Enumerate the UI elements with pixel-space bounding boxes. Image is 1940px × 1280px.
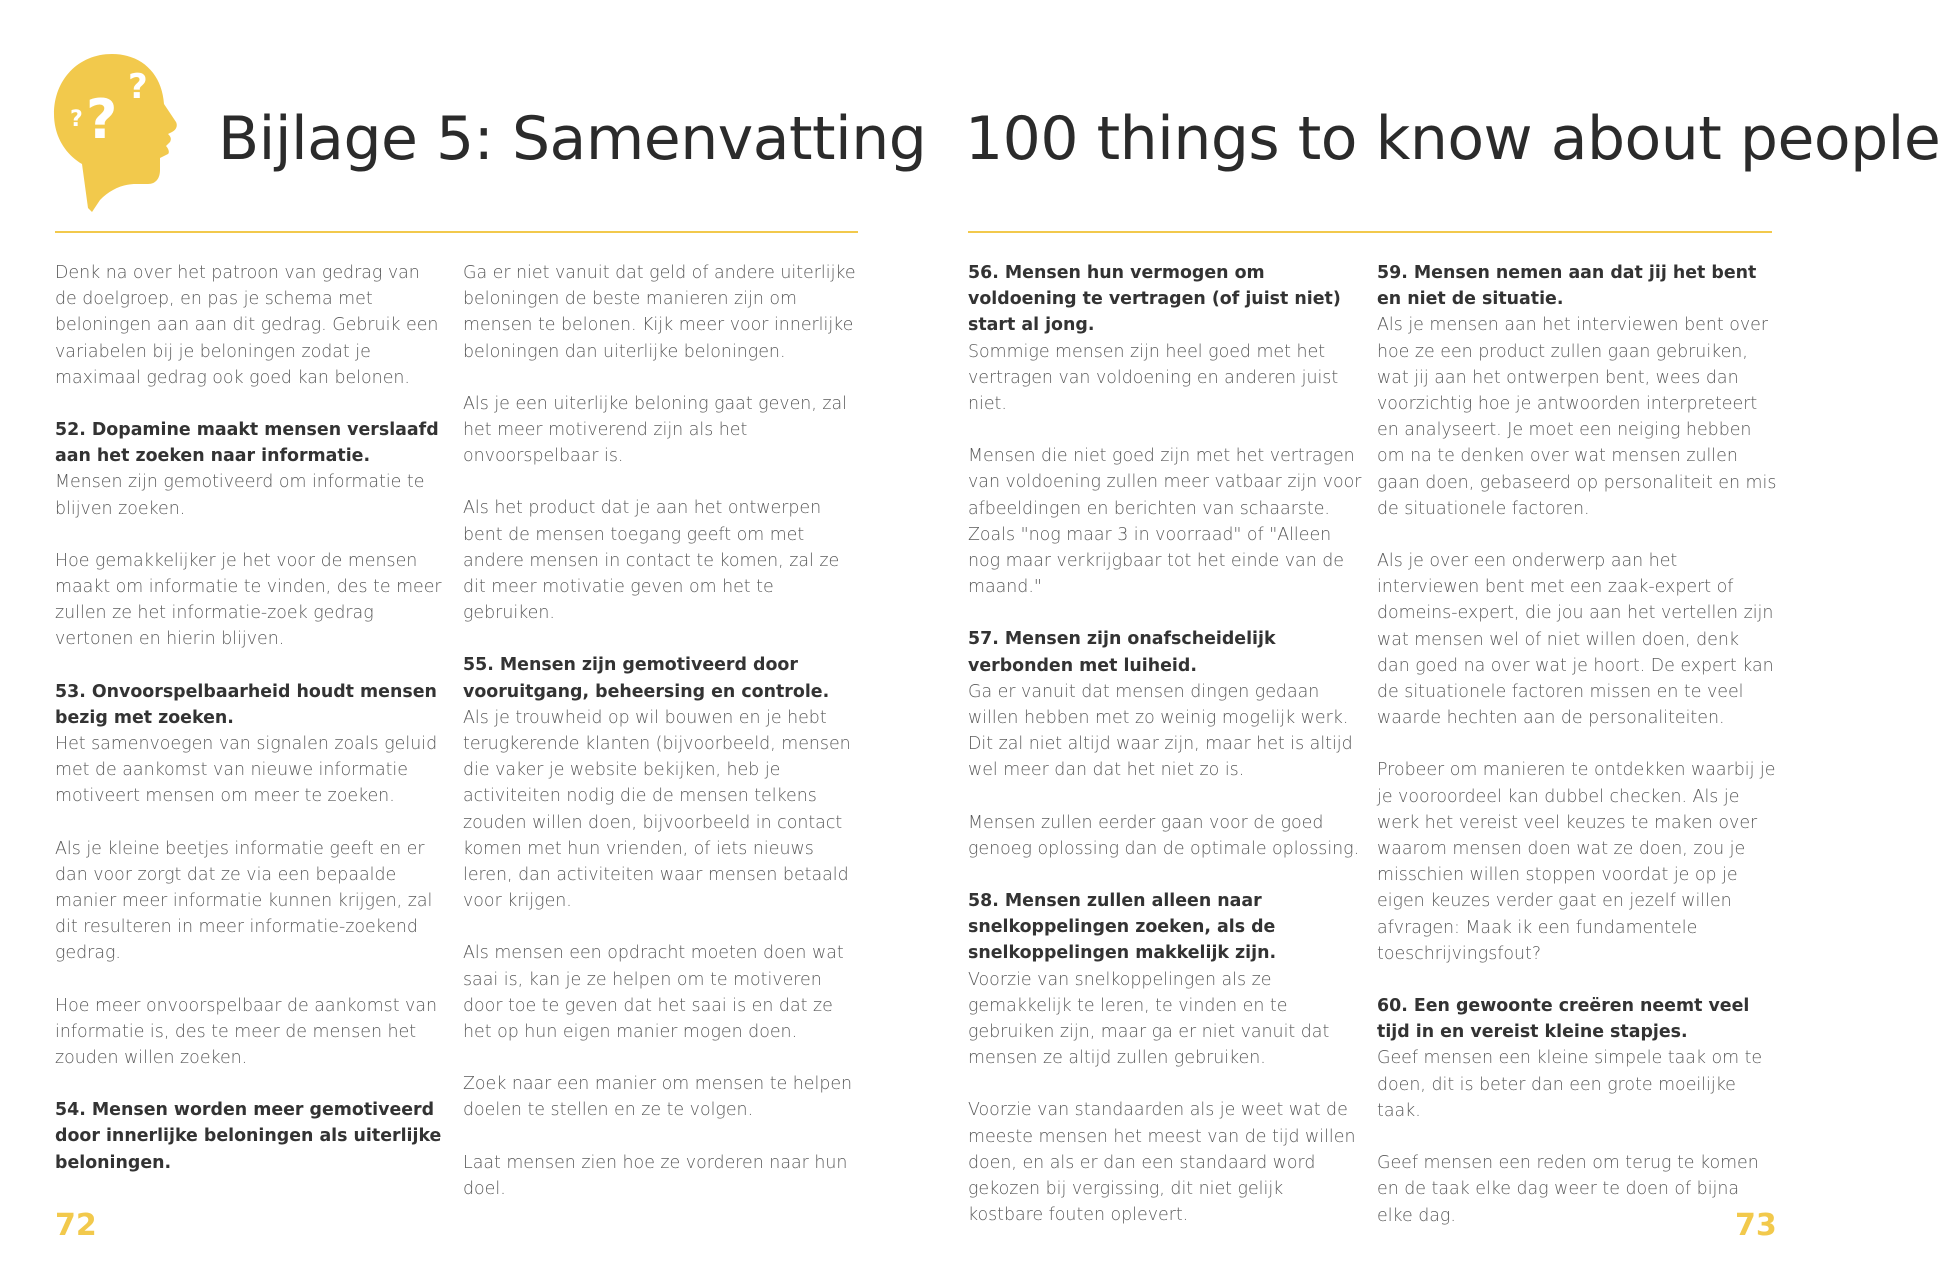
paragraph-text: Zoek naar een manier om mensen te helpen doelen te stellen en ze te volgen. — [463, 1074, 853, 1121]
question-mark-small: ? — [128, 67, 148, 107]
section-paragraph — [463, 652, 863, 914]
section-heading: 60. Een gewoonte creëren neemt veel tijd in en vereist kleine stapjes. — [1377, 996, 1750, 1043]
right-page-title: 100 things to know about people — [965, 104, 1940, 174]
section-heading: 58. Mensen zullen alleen naar snelkoppelingen zoeken, als de snelkoppelingen makkelijk zijn. — [968, 891, 1277, 964]
section-paragraph — [55, 417, 445, 522]
paragraph-text: Probeer om manieren te ontdekken waarbij je je vooroordeel kan dubbel checken. Als je werk het vereist veel keuzes te maken over waarom mensen doen wat ze doen, zou je misschien willen stoppen voordat je op je eigen keuzes verder gaat en jezelf willen afvragen: Maak ik een fundamentele toeschrijvingsfout? — [1377, 760, 1776, 964]
paragraph-text: Ga er niet vanuit dat geld of andere uiterlijke beloningen de beste manieren zijn om mensen te belonen. Kijk meer voor innerlijke beloningen dan uiterlijke beloningen. — [463, 263, 856, 362]
section-paragraph — [968, 626, 1363, 783]
section-heading: 56. Mensen hun vermogen om voldoening te vertragen (of juist niet) start al jong. — [968, 263, 1341, 336]
section-paragraph — [1377, 260, 1777, 522]
text-column-4 — [1377, 260, 1777, 1229]
text-column-2 — [463, 260, 863, 1202]
body-paragraph — [1377, 1150, 1777, 1229]
question-mark-large: ? — [86, 88, 118, 151]
section-paragraph — [1377, 993, 1777, 1124]
paragraph-text: Mensen die niet goed zijn met het vertragen van voldoening zullen meer vatbaar zijn voor afbeeldingen en berichten van schaarste. Zoals "nog maar 3 in voorraad" of "Alleen nog maar verkrijgbaar tot het einde van de maand." — [968, 446, 1362, 598]
section-heading: 52. Dopamine maakt mensen verslaafd aan het zoeken naar informatie. — [55, 420, 439, 467]
paragraph-text: Voorzie van snelkoppelingen als ze gemakkelijk te leren, te vinden en te gebruiken zijn, maar ga er niet vanuit dat mensen ze altijd zullen gebruiken. — [968, 969, 1330, 1069]
left-page-title: Bijlage 5: Samenvatting — [218, 104, 927, 174]
paragraph-text: Geef mensen een kleine simpele taak om te doen, dit is beter dan een grote moeilijke taak. — [1377, 1048, 1763, 1121]
page-number-left: 72 — [55, 1208, 97, 1243]
paragraph-text: Voorzie van standaarden als je weet wat de meeste mensen het meest van de tijd willen doen, en als er dan een standaard word gekozen bij vergissing, dit niet gelijk kostbare fouten oplevert. — [968, 1100, 1356, 1226]
section-heading: 57. Mensen zijn onafscheidelijk verbonden met luiheid. — [968, 629, 1276, 676]
body-paragraph — [55, 836, 445, 967]
right-title-divider — [968, 231, 1772, 233]
body-paragraph — [463, 391, 863, 470]
body-paragraph — [1377, 548, 1777, 731]
left-title-divider — [55, 231, 858, 233]
section-paragraph — [968, 888, 1363, 1071]
body-paragraph — [968, 1097, 1363, 1228]
paragraph-text: Sommige mensen zijn heel goed met het vertragen van voldoening en anderen juist niet. — [968, 341, 1339, 415]
paragraph-text: Hoe meer onvoorspelbaar de aankomst van informatie is, des te meer de mensen het zouden willen zoeken. — [55, 995, 438, 1069]
section-heading: 59. Mensen nemen aan dat jij het bent en niet de situatie. — [1377, 263, 1757, 310]
paragraph-text: Als je trouwheid op wil bouwen en je hebt terugkerende klanten (bijvoorbeeld, mensen die vaker je website bekijken, heb je activiteiten nodig die de mensen telkens zouden willen doen, bijvoorbeeld in contact komen met hun vrienden, of iets nieuws leren, dan activiteiten waar mensen betaald voor krijgen. — [463, 707, 851, 912]
paragraph-text: Als je een uiterlijke beloning gaat geven, zal het meer motiverend zijn als het onvoorspelbaar is. — [463, 393, 847, 467]
paragraph-text: Mensen zullen eerder gaan voor de goed genoeg oplossing dan de optimale oplossing. — [968, 812, 1360, 859]
section-paragraph — [968, 260, 1363, 417]
section-paragraph — [55, 679, 445, 810]
body-paragraph — [968, 810, 1363, 862]
paragraph-text: Het samenvoegen van signalen zoals geluid met de aankomst van nieuwe informatie motiveert mensen om meer te zoeken. — [55, 734, 438, 807]
body-paragraph — [463, 260, 863, 365]
paragraph-text: Hoe gemakkelijker je het voor de mensen maakt om informatie te vinden, des te meer zullen ze het informatie-zoek gedrag vertonen en hierin blijven. — [55, 550, 442, 650]
body-paragraph — [463, 940, 863, 1045]
paragraph-text: Als je over een onderwerp aan het interviewen bent met een zaak-expert of domeins-expert, die jou aan het vertellen zijn wat mensen wel of niet willen doen, denk dan goed na over wat je hoort. De expert kan de situationele factoren missen en te veel waarde hechten aan de personaliteiten. — [1377, 551, 1774, 729]
section-paragraph — [55, 1097, 445, 1176]
paragraph-text: Geef mensen een reden om terug te komen en de taak elke dag weer te doen of bijna elke dag. — [1377, 1153, 1759, 1226]
paragraph-text: Als je kleine beetjes informatie geeft en er dan voor zorgt dat ze via een bepaalde manier meer informatie kunnen krijgen, zal dit resulteren in meer informatie-zoekend gedrag. — [55, 838, 433, 964]
section-heading: 54. Mensen worden meer gemotiveerd door innerlijke beloningen als uiterlijke beloningen. — [55, 1100, 442, 1173]
body-paragraph — [463, 1150, 863, 1202]
paragraph-text: Als je mensen aan het interviewen bent over hoe ze een product zullen gaan gebruiken, wat jij aan het ontwerpen bent, wees dan voorzichtig hoe je antwoorden interpreteert en analyseert. Je moet een neiging hebben om na te denken over wat mensen zullen gaan doen, gebaseerd op personaliteit en mis de situationele factoren. — [1377, 315, 1777, 519]
paragraph-text: Laat mensen zien hoe ze vorderen naar hun doel. — [463, 1152, 848, 1199]
body-paragraph — [968, 443, 1363, 600]
body-paragraph — [55, 260, 445, 391]
paragraph-text: Mensen zijn gemotiveerd om informatie te blijven zoeken. — [55, 472, 425, 519]
paragraph-text: Ga er vanuit dat mensen dingen gedaan willen hebben met zo weinig mogelijk werk. Dit zal niet altijd waar zijn, maar het is altijd wel meer dan dat het niet zo is. — [968, 681, 1353, 781]
paragraph-text: Als mensen een opdracht moeten doen wat saai is, kan je ze helpen om te motiveren door toe te geven dat het saai is en dat ze het op hun eigen manier mogen doen. — [463, 943, 844, 1043]
section-heading: 53. Onvoorspelbaarheid houdt mensen bezig met zoeken. — [55, 681, 437, 728]
body-paragraph — [55, 993, 445, 1072]
section-heading: 55. Mensen zijn gemotiveerd door vooruitgang, beheersing en controle. — [463, 655, 830, 702]
body-paragraph — [463, 1071, 863, 1123]
question-mark-tiny: ? — [70, 107, 83, 132]
text-column-1 — [55, 260, 445, 1176]
body-paragraph — [1377, 757, 1777, 967]
paragraph-text: Als het product dat je aan het ontwerpen bent de mensen toegang geeft om met andere mensen in contact te komen, zal ze dit meer motivatie geven om het te gebruiken. — [463, 498, 840, 624]
head-question-icon — [52, 50, 182, 220]
paragraph-text: Denk na over het patroon van gedrag van de doelgroep, en pas je schema met beloningen aan aan dit gedrag. Gebruik een variabelen bij je beloningen zodat je maximaal gedrag ook goed kan belonen. — [55, 263, 439, 388]
page-number-right: 73 — [1735, 1208, 1777, 1243]
text-column-3 — [968, 260, 1363, 1229]
body-paragraph — [463, 495, 863, 626]
body-paragraph — [55, 548, 445, 653]
